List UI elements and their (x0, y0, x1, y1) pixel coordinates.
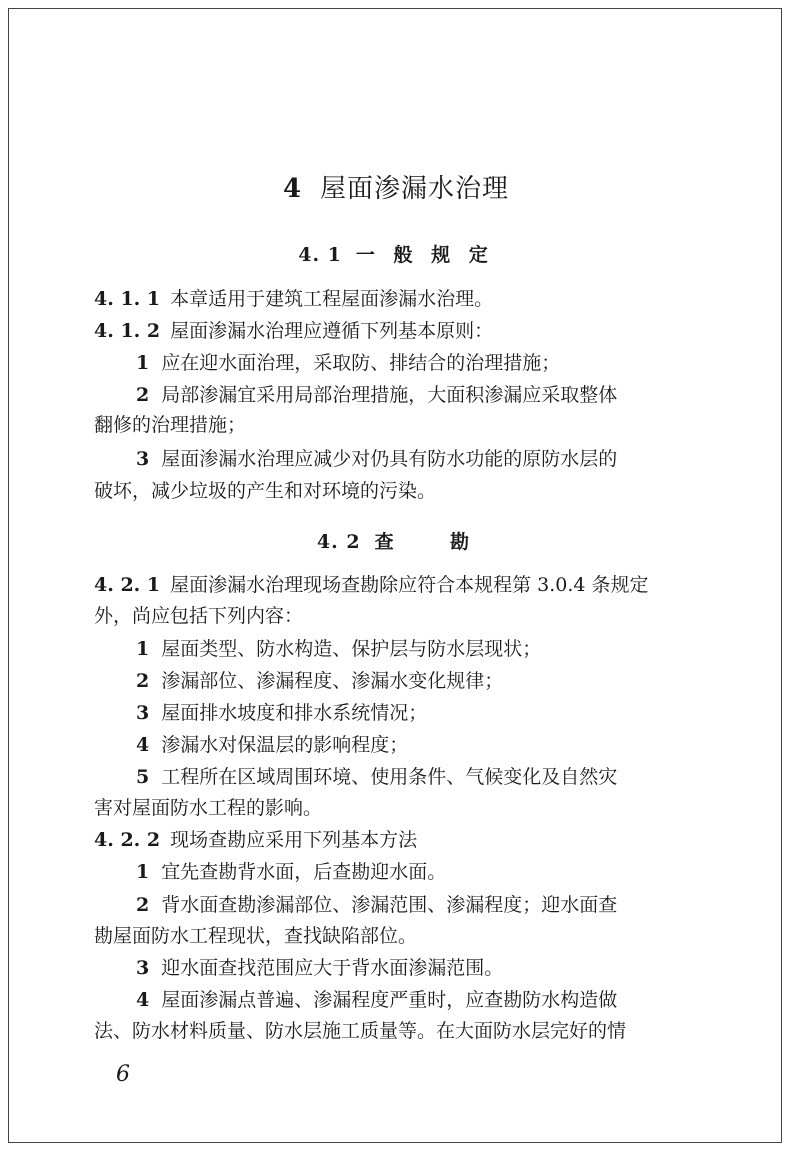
item-text: 屋面排水坡度和排水系统情况； (161, 702, 428, 724)
item-text: 迎水面查找范围应大于背水面渗漏范围。 (161, 957, 504, 979)
item-line (94, 860, 740, 884)
item-line (94, 765, 740, 789)
clause-text: 屋面渗漏水治理现场查勘除应符合本规程第 3.0.4 条规定 (170, 574, 649, 596)
item-number: 2 (136, 384, 150, 406)
item-number: 3 (136, 957, 150, 979)
item-line (94, 669, 740, 693)
item-text: 工程所在区域周围环境、使用条件、气候变化及自然灾 (161, 766, 618, 788)
item-number: 4 (136, 989, 150, 1011)
section-title: 一 般 规 定 (355, 244, 494, 266)
section-heading-4-1 (94, 240, 698, 267)
item-continuation (94, 1019, 698, 1043)
item-line (94, 351, 740, 375)
item-number: 5 (136, 766, 150, 788)
item-line (94, 701, 740, 725)
item-text: 渗漏部位、渗漏程度、渗漏水变化规律； (161, 670, 504, 692)
item-continuation (94, 413, 698, 437)
item-text: 勘屋面防水工程现状，查找缺陷部位。 (94, 925, 418, 947)
chapter-heading (94, 168, 698, 205)
item-continuation (94, 479, 698, 503)
clause-text: 现场查勘应采用下列基本方法 (170, 829, 418, 851)
item-line (94, 988, 740, 1012)
item-text: 害对屋面防水工程的影响。 (94, 797, 323, 819)
item-line (94, 893, 740, 917)
clause-text: 外，尚应包括下列内容： (94, 605, 304, 627)
item-line (94, 733, 740, 757)
item-text: 应在迎水面治理，采取防、排结合的治理措施； (161, 352, 561, 374)
item-number: 2 (136, 894, 150, 916)
item-text: 法、防水材料质量、防水层施工质量等。在大面防水层完好的情 (94, 1020, 627, 1042)
chapter-number: 4 (282, 174, 303, 204)
section-heading-4-2 (94, 527, 698, 554)
item-text: 局部渗漏宜采用局部治理措施，大面积渗漏应采取整体 (161, 384, 618, 406)
item-line (94, 637, 740, 661)
clause-line (94, 828, 698, 852)
item-text: 背水面查勘渗漏部位、渗漏范围、渗漏程度；迎水面查 (161, 894, 618, 916)
clause-text: 本章适用于建筑工程屋面渗漏水治理。 (170, 288, 494, 310)
item-text: 屋面类型、防水构造、保护层与防水层现状； (161, 638, 542, 660)
item-number: 2 (136, 670, 150, 692)
clause-line (94, 319, 698, 343)
item-continuation (94, 796, 698, 820)
item-text: 屋面渗漏水治理应减少对仍具有防水功能的原防水层的 (161, 448, 618, 470)
item-number: 4 (136, 734, 150, 756)
item-text: 渗漏水对保温层的影响程度； (161, 734, 409, 756)
item-line (94, 383, 740, 407)
section-title: 查 勘 (374, 531, 476, 553)
clause-number: 4. 1. 1 (94, 288, 161, 310)
clause-continuation (94, 604, 698, 628)
item-number: 1 (136, 861, 150, 883)
clause-number: 4. 2. 1 (94, 574, 161, 596)
item-number: 1 (136, 352, 150, 374)
chapter-title: 屋面渗漏水治理 (320, 174, 510, 204)
item-number: 1 (136, 638, 150, 660)
page-number: 6 (116, 1062, 130, 1087)
item-text: 翻修的治理措施； (94, 414, 247, 436)
item-text: 宜先查勘背水面，后查勘迎水面。 (161, 861, 447, 883)
clause-number: 4. 1. 2 (94, 320, 161, 342)
item-line (94, 447, 740, 471)
item-line (94, 956, 740, 980)
item-text: 破坏，减少垃圾的产生和对环境的污染。 (94, 480, 437, 502)
item-text: 屋面渗漏点普遍、渗漏程度严重时，应查勘防水构造做 (161, 989, 618, 1011)
item-number: 3 (136, 448, 150, 470)
section-number: 4. 1 (298, 244, 342, 266)
item-number: 3 (136, 702, 150, 724)
item-continuation (94, 924, 698, 948)
clause-line (94, 287, 698, 311)
clause-line (94, 573, 698, 597)
section-number: 4. 2 (316, 531, 361, 553)
clause-number: 4. 2. 2 (94, 829, 161, 851)
clause-text: 屋面渗漏水治理应遵循下列基本原则： (170, 320, 494, 342)
